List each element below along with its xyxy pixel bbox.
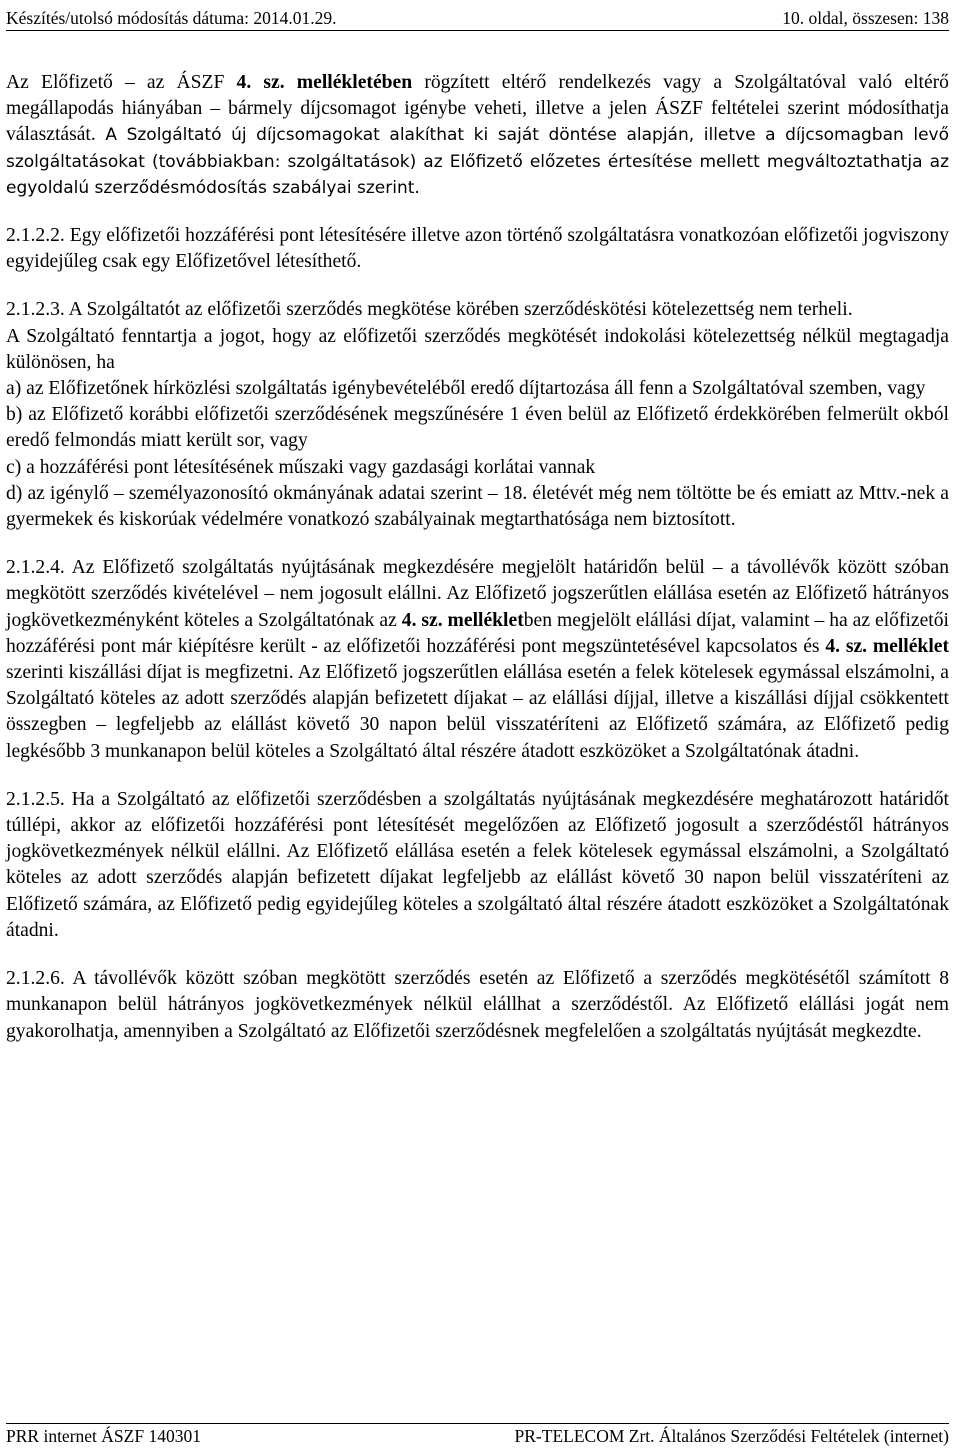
page-footer bbox=[6, 1423, 949, 1448]
paragraph-2-1-2-6: 2.1.2.6. A távollévők között szóban megkötött szerződés esetén az Előfizető a szerződés megkötésétől számított 8 munkanapon belül hátrányos jogkövetkezmények nélkül elállhat a szerződéstől. Az Előfizető elállási jogát nem gyakorolhatja, amennyiben a Szolgáltató az Előfizetői szerződésnek megfelelően a szolgáltatás nyújtását megkezdte. bbox=[6, 968, 949, 1042]
paragraph-refusal-right: A Szolgáltató fenntartja a jogot, hogy az előfizetői szerződés megkötését indokolási kötelezettség nélkül megtagadja különösen, ha bbox=[6, 325, 949, 373]
paragraph-2-1-2-4: 2.1.2.4. Az Előfizető szolgáltatás nyújtásának megkezdésére megjelölt határidőn belül – a távollévők között szóban megkötött szerződés kivételével – nem jogosult elállni. Az Előfizető jogszerűtlen elállása esetén az Előfizető hátrányos jogkövetkezményként köteles a Szolgáltatónak az 4. sz. mellékletben megjelölt elállási díjat, valamint – ha az előfizetői hozzáférési pont már kiépítésre került - az előfizetői hozzáférési pont megszüntetésével kapcsolatos és 4. sz. melléklet szerinti kiszállási díjat is megfizetni. Az Előfizető jogszerűtlen elállása esetén a felek kötelesek egymással elszámolni, a Szolgáltató köteles az adott szerződés alapján befizetett díjakat – az elállási díjjal, illetve a kiszállási díjjal csökkentett összegben – legfeljebb az elállást követő 30 napon belül visszatéríteni az Előfizető számára, az Előfizető pedig legkésőbb 3 munkanapon belül köteles a Szolgáltató által részére átadott eszközöket a Szolgáltatónak átadni. bbox=[6, 557, 949, 762]
list-item-c: c) a hozzáférési pont létesítésének műszaki vagy gazdasági korlátai vannak bbox=[6, 456, 596, 478]
paragraph-2-1-2-2: 2.1.2.2. Egy előfizetői hozzáférési pont létesítésére illetve azon történő szolgáltatásra vonatkozóan előfizetői jogviszony egyidejűleg csak egy Előfizetővel létesíthető. bbox=[6, 225, 949, 273]
page-header bbox=[6, 8, 949, 31]
footer-document-title: PR-TELECOM Zrt. Általános Szerződési Feltételek (internet) bbox=[514, 1426, 949, 1446]
list-item-d: d) az igénylő – személyazonosító okmányának adatai szerint – 18. életévét még nem töltötte be és emiatt az Mttv.-nek a gyermekek és kiskorúak védelmére vonatkozó szabályainak megtarthatósága nem biztosított. bbox=[6, 482, 949, 531]
header-page-number: 10. oldal, összesen: 138 bbox=[782, 8, 949, 28]
footer-document-id: PRR internet ÁSZF 140301 bbox=[6, 1426, 201, 1446]
paragraph-2-1-2-3: 2.1.2.3. A Szolgáltatót az előfizetői szerződés megkötése körében szerződéskötési kötelezettség nem terheli. bbox=[6, 299, 853, 321]
paragraph-subscription-change: Az Előfizető – az ÁSZF 4. sz. mellékletében rögzített eltérő rendelkezés vagy a Szolgáltatóval való eltérő megállapodás hiányában – bármely díjcsomagot igénybe veheti, illetve a jelen ÁSZF feltételei szerint módosíthatja választását. A Szolgáltató új díjcsomagokat alakíthat ki saját döntése alapján, illetve a díjcsomagban levő szolgáltatásokat (továbbiakban: szolgáltatások) az Előfizető előzetes értesítése mellett megváltoztathatja az egyoldalú szerződésmódosítás szabályai szerint. bbox=[6, 72, 949, 198]
document-body bbox=[6, 70, 949, 1045]
paragraph-2-1-2-5: 2.1.2.5. Ha a Szolgáltató az előfizetői szerződésben a szolgáltatás nyújtásának megkezdésére meghatározott határidőt túllépi, akkor az előfizetői hozzáférési pont létesítését megelőzően az Előfizető jogosult a szerződéstől hátrányos jogkövetkezmények nélkül elállni. Az Előfizető elállása esetén a felek kötelesek egymással elszámolni, a Szolgáltató köteles az adott szerződés alapján befizetett díjakat legfeljebb az elállást követő 30 napon belül visszatéríteni az Előfizető számára, az Előfizető pedig egyidejűleg köteles a szolgáltató által részére átadott eszközöket a Szolgáltatónak átadni. bbox=[6, 788, 949, 941]
header-date: Készítés/utolsó módosítás dátuma: 2014.01.29. bbox=[6, 8, 337, 28]
list-item-b: b) az Előfizető korábbi előfizetői szerződésének megszűnésére 1 éven belül az Előfizető érdekkörében felmerült okból eredő felmondás miatt került sor, vagy bbox=[6, 404, 949, 452]
list-item-a: a) az Előfizetőnek hírközlési szolgáltatás igénybevételéből eredő díjtartozása áll fenn a Szolgáltatóval szemben, vagy bbox=[6, 378, 926, 400]
